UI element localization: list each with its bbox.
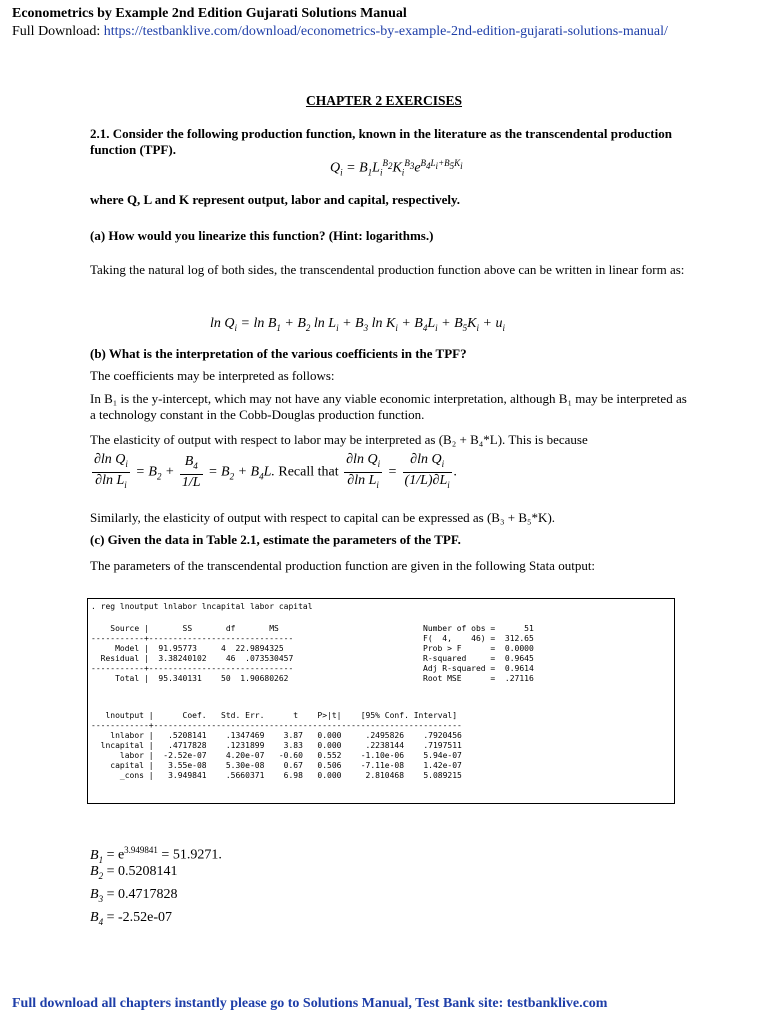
- question-a: (a) How would you linearize this function? (Hint: logarithms.): [90, 228, 434, 243]
- chapter-title: CHAPTER 2 EXERCISES: [305, 93, 463, 108]
- result-b3: $B_3 = 0.4717828$: [90, 887, 178, 904]
- result-b2: $B_2 = 0.5208141$: [90, 864, 178, 881]
- stata-command: . reg lnoutput lnlabor lncapital labor capital: [91, 602, 313, 611]
- download-link[interactable]: https://testbanklive.com/download/econometrics-by-example-2nd-edition-gujarati-solutions-manual/: [103, 24, 668, 39]
- question-c: (c) Given the data in Table 2.1, estimate the parameters of the TPF.: [90, 532, 461, 547]
- result-b1: $B_1 = e^{3.949841} = 51.9271$.: [90, 845, 222, 865]
- stata-coef-table: lnoutput | Coef. Std. Err. t P>|t| [95% Conf. Interval] ------------+---------------------------------------------------------------- lnlabor | .5208141 .1347469 3.87 0.000 .2495826 .7920456 lncapital | .4717828 .1231899 3.83 0.000 .2238144 .7197511 labor | -2.52e-07 4.20e-07 -0.60 0.552 -1.10e-06 5.94e-07 capital | 3.55e-08 5.30e-08 0.67 0.506 -7.11e-08 1.42e-07 _cons | 3.949841 .5660371 6.98 0.000 2.810468 5.089215: [91, 711, 462, 780]
- stata-fit-stats: Number of obs = 51 F( 4, 46) = 312.65 Prob > F = 0.0000 R-squared = 0.9645 Adj R-squared = 0.9614 Root MSE = .27116: [423, 624, 534, 683]
- b1-exponent: 3.949841: [124, 845, 158, 855]
- where-text: where Q, L and K represent output, labor and capital, respectively.: [90, 192, 461, 207]
- download-label: Full Download:: [12, 24, 104, 39]
- elasticity-capital-text: Similarly, the elasticity of output with respect to capital can be expressed as (B₃ + B₅*K).: [90, 510, 556, 525]
- linear-equation: $\ln Q_i = \ln B_1 + B_2$ $\ln L_i + B_3$ $\ln K_i + B_4L_i + B_5K_i + u_i$: [210, 316, 505, 333]
- footer-promo-link[interactable]: Full download all chapters instantly please go to Solutions Manual, Test Bank site: testbanklive.com: [12, 996, 608, 1011]
- tpf-equation: $Q_i = B_1L_i^{B_2}K_i^{B_3}e^{B_4L_i+B_5K_i}$: [330, 158, 463, 178]
- stata-output: [87, 598, 675, 804]
- download-line: [12, 23, 668, 41]
- recall-that: Recall that: [278, 464, 339, 480]
- elasticity-labor-text: The elasticity of output with respect to labor may be interpreted as (B₂ + B₄*L). This is because: [90, 432, 588, 447]
- question-2-1: 2.1. Consider the following production function, known in the literature as the transcendental production function (TPF).: [90, 126, 672, 157]
- question-b: (b) What is the interpretation of the various coefficients in the TPF?: [90, 346, 467, 361]
- stata-anova-table: Source | SS df MS -----------+------------------------------ Model | 91.95773 4 22.9894325 Residual | 3.38240102 46 .073530457 -----------+------------------------------ Total | 95.340131 50 1.90680262: [91, 624, 294, 683]
- answer-c: The parameters of the transcendental production function are given in the following Stata output:: [90, 558, 596, 573]
- elasticity-equation: $\frac{\partial\ln Q_i}{\partial\ln L_i}$ = $B_2$ + $\frac{B_4}{1/L}$ = $B_2 + B_4L$. Recall that $\frac{\partial\ln Q_i}{\partial\ln L_i}$ = $\frac{\partial\ln Q_i}{(1/L)\partial L_i}$ .: [94, 452, 458, 491]
- document-header: [12, 5, 668, 41]
- b1-value: = 51.9271.: [161, 847, 222, 863]
- coef-intro: The coefficients may be interpreted as follows:: [90, 368, 335, 383]
- document-title: Econometrics by Example 2nd Edition Gujarati Solutions Manual: [12, 6, 407, 21]
- result-b4: $B_4 = -2.52e-07$: [90, 910, 172, 927]
- answer-a: Taking the natural log of both sides, the transcendental production function above can be written in linear form as:: [90, 262, 685, 277]
- b1-interpretation: In B₁ is the y-intercept, which may not have any viable economic interpretation, although B₁ may be interpreted as a technology constant in the Cobb-Douglas production function.: [90, 391, 687, 422]
